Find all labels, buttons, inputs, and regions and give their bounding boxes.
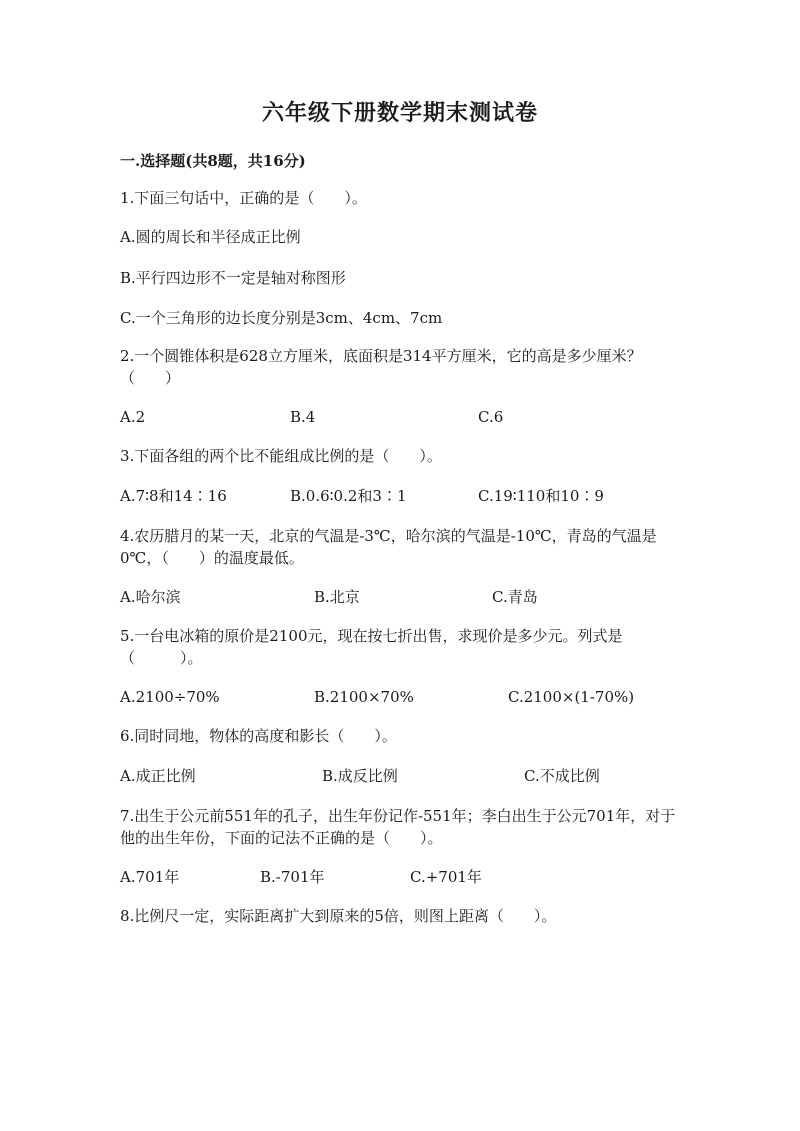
question-8-stem: 8.比例尺一定，实际距离扩大到原来的5倍，则图上距离（ ）。: [120, 907, 557, 925]
question-6-option-c: C.不成比例: [524, 767, 600, 785]
question-2-stem: 2.一个圆锥体积是628立方厘米，底面积是314平方厘米，它的高是多少厘米？（ ）: [120, 347, 642, 387]
question-7-option-c: C.+701年: [410, 868, 482, 886]
question-2-option-b: B.4: [290, 408, 316, 426]
section-heading: 一.选择题(共8题，共16分): [120, 152, 306, 170]
question-3-option-c: C.19∶110和10∶9: [478, 487, 604, 505]
question-1-stem: 1.下面三句话中，正确的是（ ）。: [120, 189, 367, 207]
question-4-option-b: B.北京: [314, 588, 360, 606]
question-1-option-c: C.一个三角形的边长度分别是3cm、4cm、7cm: [120, 309, 443, 327]
question-6-option-b: B.成反比例: [322, 767, 398, 785]
question-1-option-a: A.圆的周长和半径成正比例: [120, 228, 301, 246]
page-title: 六年级下册数学期末测试卷: [261, 100, 538, 126]
question-3-stem: 3.下面各组的两个比不能组成比例的是（ ）。: [120, 447, 442, 465]
question-7-option-b: B.-701年: [260, 868, 325, 886]
question-1-option-b: B.平行四边形不一定是轴对称图形: [120, 269, 346, 287]
question-5-option-c: C.2100×(1-70%): [508, 688, 635, 706]
question-4-option-a: A.哈尔滨: [120, 588, 181, 606]
question-3-option-b: B.0.6∶0.2和3∶1: [290, 487, 407, 505]
question-6-stem: 6.同时同地，物体的高度和影长（ ）。: [120, 727, 397, 745]
question-6-option-a: A.成正比例: [120, 767, 196, 785]
question-4-stem: 4.农历腊月的某一天，北京的气温是-3℃，哈尔滨的气温是-10℃，青岛的气温是0℃，（ ）的温度最低。: [120, 527, 657, 567]
question-7-stem: 7.出生于公元前551年的孔子，出生年份记作-551年；李白出生于公元701年，对于他的出生年份，下面的记法不正确的是（ ）。: [120, 807, 676, 847]
question-5-option-a: A.2100÷70%: [120, 688, 220, 706]
question-7-option-a: A.701年: [120, 868, 180, 886]
question-4-option-c: C.青岛: [492, 588, 538, 606]
question-5-option-b: B.2100×70%: [314, 688, 414, 706]
question-3-option-a: A.7∶8和14∶16: [120, 487, 227, 505]
question-5-stem: 5.一台电冰箱的原价是2100元，现在按七折出售，求现价是多少元。列式是（ ）。: [120, 627, 623, 667]
question-2-option-c: C.6: [478, 408, 504, 426]
question-2-option-a: A.2: [120, 408, 146, 426]
